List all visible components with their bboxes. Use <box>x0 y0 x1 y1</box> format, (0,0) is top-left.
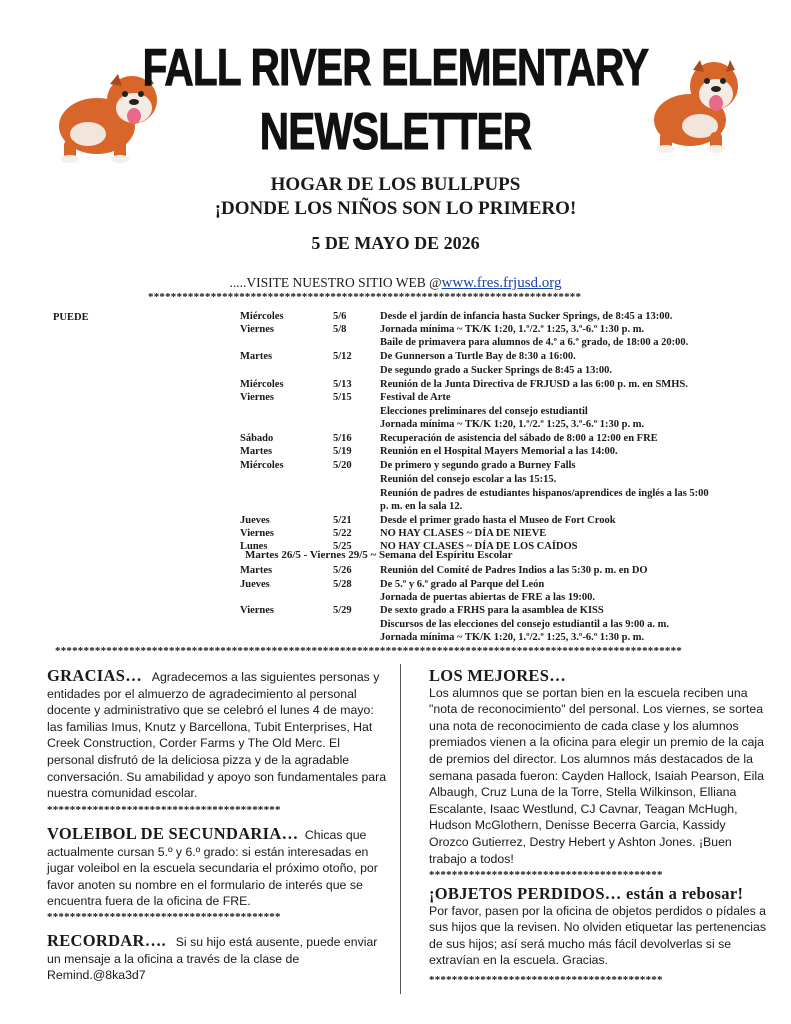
calendar-event: Elecciones preliminares del consejo estudiantil <box>380 406 588 417</box>
calendar-event: NO HAY CLASES ~ DÍA DE NIEVE <box>380 528 547 539</box>
star-divider-right-1: ***************************************** <box>429 869 663 881</box>
calendar-day: Viernes <box>240 605 275 616</box>
calendar-event: Recuperación de asistencia del sábado de 8:00 a 12:00 en FRE <box>380 433 658 444</box>
calendar-date: 5/26 <box>333 565 352 576</box>
calendar-date: 5/13 <box>333 379 352 390</box>
calendar-event: De segundo grado a Sucker Springs de 8:45 a 13:00. <box>380 365 612 376</box>
recordar-heading: RECORDAR…. <box>47 931 166 950</box>
star-divider-left-2: ***************************************** <box>47 911 281 923</box>
star-divider-left-1: ***************************************** <box>47 804 281 816</box>
perdidos-heading: ¡OBJETOS PERDIDOS… están a rebosar! <box>429 884 744 903</box>
recordar-body: Si su hijo está ausente, puede enviar un mensaje a la oficina a través de la clase de Remind.@8ka3d7 <box>47 935 378 983</box>
calendar-date: 5/16 <box>333 433 352 444</box>
calendar-event: NO HAY CLASES ~ DÍA DE LOS CAÍDOS <box>380 541 578 552</box>
calendar-day: Miércoles <box>240 379 284 390</box>
recordar-section <box>47 933 387 984</box>
newsletter-date: 5 DE MAYO DE 2026 <box>311 233 480 253</box>
calendar-day: Jueves <box>240 579 270 590</box>
spirit-week-banner: Martes 26/5 - Viernes 29/5 ~ Semana del Espíritu Escolar <box>245 549 513 561</box>
calendar-event: Desde el primer grado hasta el Museo de Fort Crook <box>380 515 616 526</box>
calendar-day: Viernes <box>240 392 275 403</box>
gracias-body: Agradecemos a las siguientes personas y entidades por el almuerzo de agradecimiento al personal docente y administrativo que se celebró el lunes 4 de mayo: las familias Imus, Knutz y Barcellona, Tubit Enterprises, Hat Creek Construction, Corder Farms y The Old Merc. El personal disfrutó de la deliciosa pizza y de la agradable conversación. Su amabilidad y apoyo son fundamentales para nuestra comunidad escolar. <box>47 670 387 801</box>
star-divider-right-2: ***************************************** <box>429 974 663 986</box>
gracias-heading: GRACIAS… <box>47 666 142 685</box>
calendar-event: De primero y segundo grado a Burney Falls <box>380 460 576 471</box>
calendar-day: Martes <box>240 565 273 576</box>
calendar-date: 5/12 <box>333 351 352 362</box>
calendar-event: Baile de primavera para alumnos de 4.º a 6.º grado, de 18:00 a 20:00. <box>380 337 689 348</box>
calendar-day: Miércoles <box>240 311 284 322</box>
newsletter-title-line2: NEWSLETTER <box>259 103 532 161</box>
mejores-body: Los alumnos que se portan bien en la escuela reciben una "nota de reconocimiento" del personal. Los viernes, se sortea una nota de reconocimiento de cada clase y los alumnos premiados vienen a la oficina para elegir un premio de la caja de premios del director. Los alumnos más destacados de la semana pasada fueron: Cayden Hallock, Isaiah Pearson, Eila Albaugh, Cruz Luna de la Torre, Stella Wilkinson, Elliana Escalante, Isaac Westlund, CJ Cavnar, Teagan McHugh, Hudson McGlothern, Denisse Becerra Garcia, Kassidy Orozco Gutierrez, Destry Hebert y Ashton Jones. ¡Buen trabajo a todos! <box>429 685 764 866</box>
mejores-heading: LOS MEJORES… <box>429 666 567 685</box>
voleibol-section <box>47 826 387 910</box>
calendar-event: Discursos de las elecciones del consejo estudiantil a las 9:00 a. m. <box>380 619 670 630</box>
calendar-event: De Gunnerson a Turtle Bay de 8:30 a 16:00. <box>380 351 576 362</box>
calendar-day: Sábado <box>240 433 274 444</box>
calendar-event: Reunión de la Junta Directiva de FRJUSD a las 6:00 p. m. en SMHS. <box>380 379 688 390</box>
column-divider <box>400 664 401 994</box>
star-divider-top: **************************************************************************** <box>148 291 582 303</box>
calendar-event: Reunión del consejo escolar a las 15:15. <box>380 474 557 485</box>
calendar-date: 5/28 <box>333 579 352 590</box>
calendar-day: Viernes <box>240 528 275 539</box>
calendar-event: Jornada mínima ~ TK/K 1:20, 1.º/2.º 1:25, 3.º-6.º 1:30 p. m. <box>380 324 645 335</box>
star-divider-middle: ************************************************************************************************************** <box>55 645 682 657</box>
calendar-event: Jornada de puertas abiertas de FRE a las 19:00. <box>380 592 595 603</box>
voleibol-heading: VOLEIBOL DE SECUNDARIA… <box>47 824 299 843</box>
calendar-event: Reunión de padres de estudiantes hispanos/aprendices de inglés a las 5:00 <box>380 488 709 499</box>
calendar-event: Festival de Arte <box>380 392 451 403</box>
website-line <box>0 275 791 292</box>
calendar-date: 5/8 <box>333 324 347 335</box>
calendar-event: Reunión del Comité de Padres Indios a las 5:30 p. m. en DO <box>380 565 648 576</box>
calendar-event: Jornada mínima ~ TK/K 1:20, 1.º/2.º 1:25, 3.º-6.º 1:30 p. m. <box>380 632 645 643</box>
calendar-date: 5/19 <box>333 446 352 457</box>
subtitle-line1: HOGAR DE LOS BULLPUPS <box>270 174 521 195</box>
calendar-label: PUEDE <box>53 312 89 323</box>
calendar-day: Miércoles <box>240 460 284 471</box>
gracias-section <box>47 668 387 802</box>
calendar-date: 5/6 <box>333 311 347 322</box>
calendar-day: Martes <box>240 446 273 457</box>
calendar-event: p. m. en la sala 12. <box>380 501 463 512</box>
perdidos-section <box>429 886 769 969</box>
calendar-date: 5/21 <box>333 515 352 526</box>
mejores-section <box>429 668 764 867</box>
calendar-date: 5/20 <box>333 460 352 471</box>
subtitle-line2: ¡DONDE LOS NIÑOS SON LO PRIMERO! <box>214 198 577 219</box>
calendar-date: 5/22 <box>333 528 352 539</box>
calendar-event: Reunión en el Hospital Mayers Memorial a las 14:00. <box>380 446 618 457</box>
voleibol-body: Chicas que actualmente cursan 5.º y 6.º grado: si están interesadas en jugar voleibol en la escuela secundaria el próximo otoño, por favor anoten su nombre en el formulario de interés que se encuentra fuera de la oficina de FRE. <box>47 828 378 909</box>
calendar-event: De sexto grado a FRHS para la asamblea de KISS <box>380 605 604 616</box>
calendar-day: Jueves <box>240 515 270 526</box>
calendar-date: 5/25 <box>333 541 352 552</box>
website-link[interactable]: www.fres.frjusd.org <box>441 275 562 291</box>
calendar-day: Lunes <box>240 541 268 552</box>
calendar-date: 5/29 <box>333 605 352 616</box>
perdidos-body: Por favor, pasen por la oficina de objetos perdidos o pídales a sus hijos que la revisen. No olviden etiquetar las pertenencias de sus hijos; así será mucho más fácil devolverlas si se extravían en la escuela. Gracias. <box>429 903 767 968</box>
calendar-event: Jornada mínima ~ TK/K 1:20, 1.º/2.º 1:25, 3.º-6.º 1:30 p. m. <box>380 419 645 430</box>
calendar-day: Martes <box>240 351 273 362</box>
calendar-event: Desde el jardín de infancia hasta Sucker Springs, de 8:45 a 13:00. <box>380 311 673 322</box>
calendar-event: De 5.º y 6.º grado al Parque del León <box>380 579 545 590</box>
calendar-day: Viernes <box>240 324 275 335</box>
website-prefix: .....VISITE NUESTRO SITIO WEB @ <box>229 275 442 290</box>
newsletter-title-line1: FALL RIVER ELEMENTARY <box>142 39 649 97</box>
calendar-date: 5/15 <box>333 392 352 403</box>
